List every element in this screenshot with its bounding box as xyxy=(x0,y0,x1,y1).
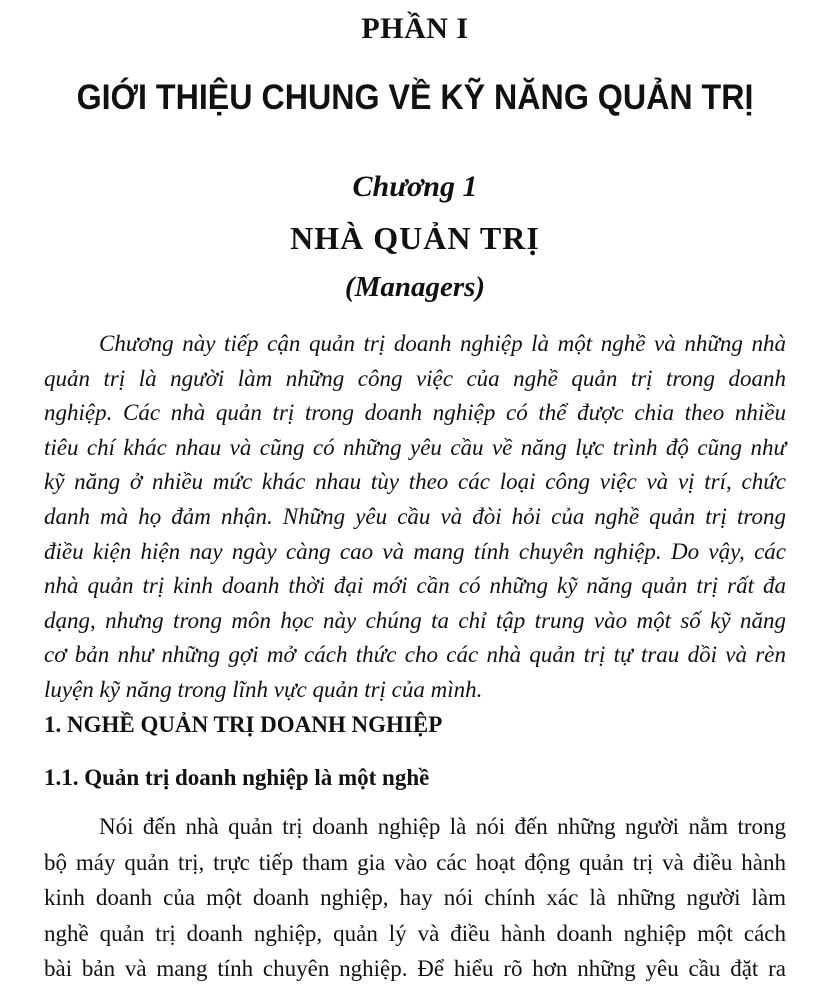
body-line: kinh doanh của một doanh nghiệp, hay nói chính xác là những người làm xyxy=(44,885,786,910)
body-line: Nói đến nhà quản trị doanh nghiệp là nói đến những người nằm trong xyxy=(99,814,786,839)
chapter-title: NHÀ QUẢN TRỊ xyxy=(290,220,540,256)
intro-line: cơ bản như những gợi mở cách thức cho các nhà quản trị tự trau dồi và rèn xyxy=(44,642,786,668)
intro-line: nhà quản trị kinh doanh thời đại mới cần có những kỹ năng quản trị rất đa xyxy=(44,573,786,599)
body-line: nghề quản trị doanh nghiệp, quản lý và điều hành doanh nghiệp một cách xyxy=(44,920,786,946)
body-line: bộ máy quản trị, trực tiếp tham gia vào các hoạt động quản trị và điều hành xyxy=(44,849,786,875)
chapter-subtitle: (Managers) xyxy=(344,271,486,303)
intro-line: dạng, nhưng trong môn học này chúng ta chỉ tập trung vào một số kỹ năng xyxy=(44,607,786,633)
section-heading: 1. NGHỀ QUẢN TRỊ DOANH NGHIỆP xyxy=(44,712,443,737)
subsection-heading: 1.1. Quản trị doanh nghiệp là một nghề xyxy=(44,765,430,790)
chapter-intro-paragraph xyxy=(44,327,786,708)
body-line: bài bản và mang tính chuyên nghiệp. Để hiểu rõ hơn những yêu cầu đặt ra xyxy=(44,956,786,981)
part-label: PHẦN I xyxy=(361,12,469,45)
intro-line: Chương này tiếp cận quản trị doanh nghiệp là một nghề và những nhà xyxy=(99,331,786,356)
chapter-label: Chương 1 xyxy=(352,170,478,203)
intro-line: quản trị là người làm những công việc của nghề quản trị trong doanh xyxy=(44,365,786,391)
part-title: GIỚI THIỆU CHUNG VỀ KỸ NĂNG QUẢN TRỊ xyxy=(76,78,754,117)
intro-line: tiêu chí khác nhau và cũng có những yêu cầu về năng lực trình độ cũng như xyxy=(44,434,786,460)
intro-line: kỹ năng ở nhiều mức khác nhau tùy theo các loại công việc và vị trí, chức xyxy=(44,469,786,495)
intro-line: danh mà họ đảm nhận. Những yêu cầu và đòi hỏi của nghề quản trị trong xyxy=(44,503,786,529)
intro-line: nghiệp. Các nhà quản trị trong doanh nghiệp có thể được chia theo nhiều xyxy=(44,400,786,426)
intro-line: điều kiện hiện nay ngày càng cao và mang tính chuyên nghiệp. Do vậy, các xyxy=(44,538,786,564)
intro-line: luyện kỹ năng trong lĩnh vực quản trị của mình. xyxy=(44,676,483,702)
body-paragraph xyxy=(44,809,786,987)
